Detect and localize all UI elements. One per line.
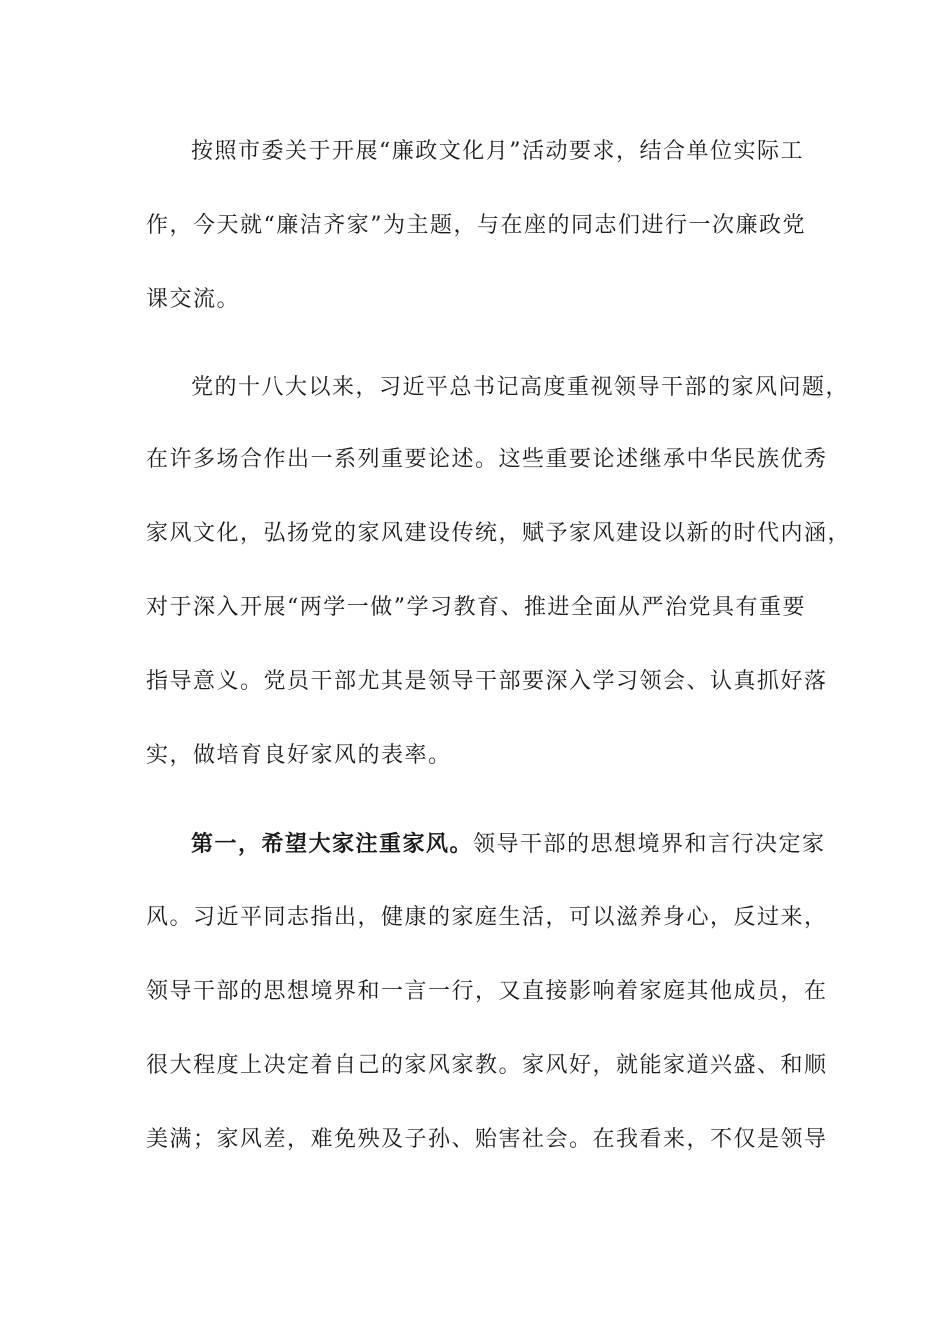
paragraph-3-line-5: 美满；家风差，难免殃及子孙、贻害社会。在我看来，不仅是领导 [146, 1127, 828, 1152]
paragraph-1-line-3: 课交流。 [146, 287, 241, 312]
paragraph-1-line-1: 按照市委关于开展“廉政文化月”活动要求，结合单位实际工 [191, 139, 804, 164]
paragraph-2-line-5: 指导意义。党员干部尤其是领导干部要深入学习领会、认真抓好落 [146, 669, 828, 694]
paragraph-3-line-3: 领导干部的思想境界和一言一行，又直接影响着家庭其他成员，在 [146, 979, 828, 1004]
paragraph-2-line-1: 党的十八大以来，习近平总书记高度重视领导干部的家风问题， [191, 375, 850, 400]
paragraph-2-line-2: 在许多场合作出一系列重要论述。这些重要论述继承中华民族优秀 [146, 447, 828, 472]
paragraph-2-line-4: 对于深入开展“两学一做”学习教育、推进全面从严治党具有重要 [146, 595, 806, 620]
paragraph-3-bold-lead: 第一，希望大家注重家风。 [191, 831, 474, 857]
paragraph-2-line-6: 实，做培育良好家风的表率。 [146, 743, 452, 768]
paragraph-3-line-4: 很大程度上决定着自己的家风家教。家风好，就能家道兴盛、和顺 [146, 1053, 828, 1078]
paragraph-1-line-2: 作，今天就“廉洁齐家”为主题，与在座的同志们进行一次廉政党 [146, 213, 806, 238]
paragraph-3-line-1 [191, 829, 851, 860]
paragraph-3-first-line-rest: 领导干部的思想境界和言行决定家 [473, 832, 826, 857]
paragraph-2-line-3: 家风文化，弘扬党的家风建设传统，赋予家风建设以新的时代内涵， [146, 521, 852, 546]
paragraph-3-line-2: 风。习近平同志指出，健康的家庭生活，可以滋养身心，反过来， [146, 905, 828, 930]
